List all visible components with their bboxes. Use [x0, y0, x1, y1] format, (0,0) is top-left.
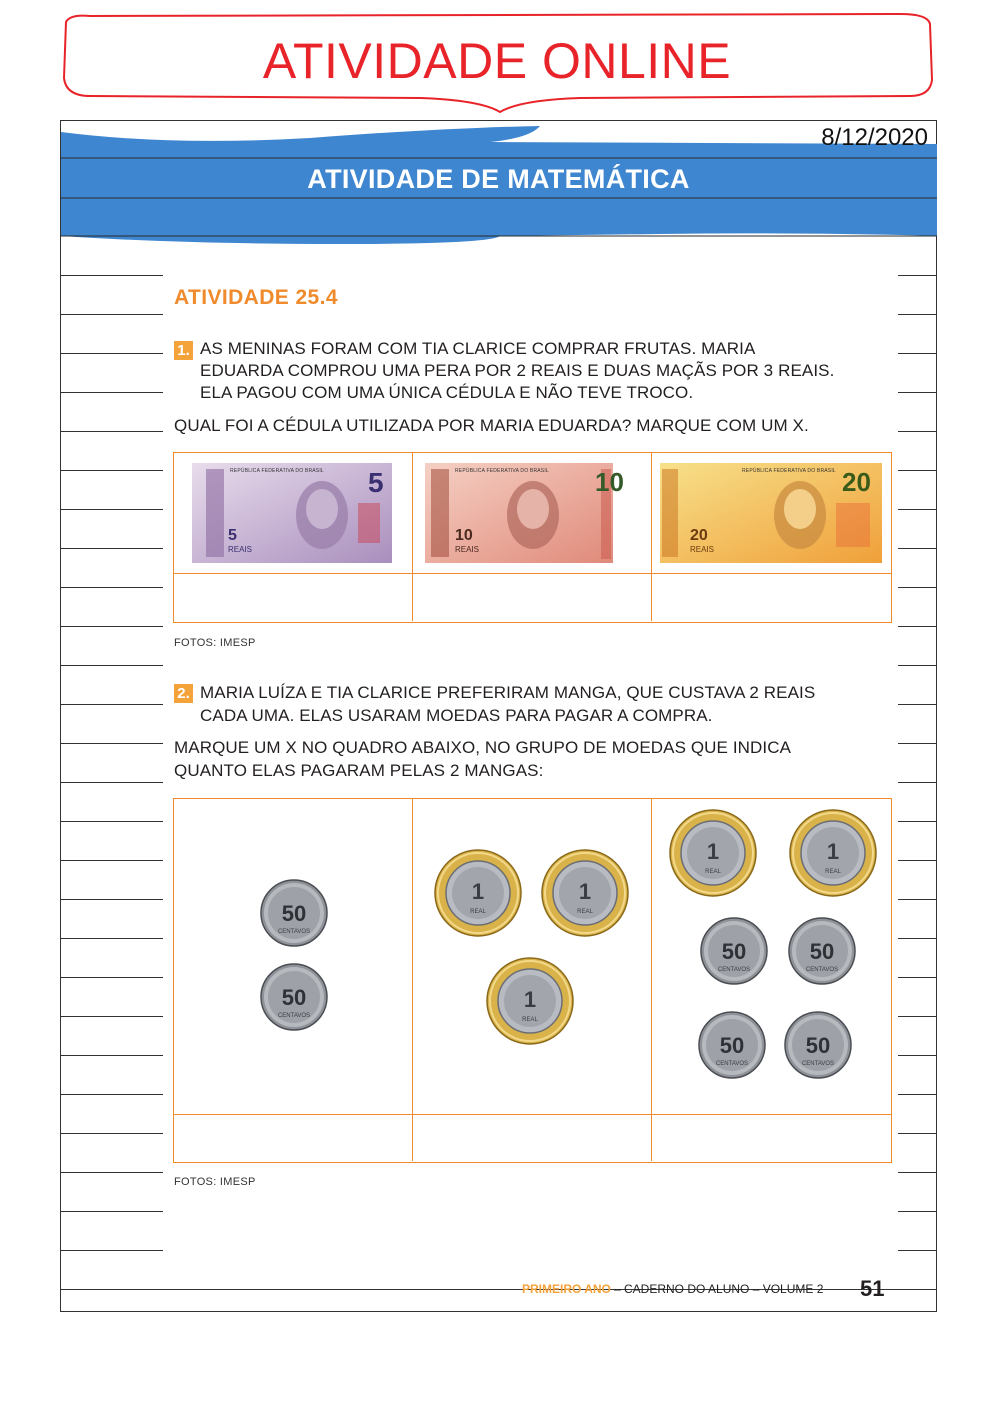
coin-unit: REAL: [577, 909, 593, 915]
coin-image: [788, 917, 856, 985]
question-2-number: 2.: [174, 684, 193, 703]
banknote-10-corner-label: REAIS: [455, 545, 480, 554]
banknote-20-value: 20: [842, 467, 871, 497]
banknote-10-value: 10: [595, 467, 624, 497]
banknote-10-corner-value: 10: [455, 527, 473, 544]
question-2-prompt-1: MARQUE UM X NO QUADRO ABAIXO, NO GRUPO DE MOEDAS QUE INDICA: [174, 738, 792, 757]
coin-unit: REAL: [522, 1017, 538, 1023]
question-1-line-3: ELA PAGOU COM UMA ÚNICA CÉDULA E NÃO TEVE TROCO.: [200, 383, 694, 402]
coin-50-centavos: [700, 917, 768, 985]
subject-title: ATIVIDADE DE MATEMÁTICA: [307, 164, 690, 194]
coin-image: [541, 849, 629, 937]
banknote-20-bank: REPÚBLICA FEDERATIVA DO BRASIL: [742, 468, 836, 474]
coin-unit: REAL: [705, 869, 721, 875]
coin-value: 50: [805, 1033, 831, 1058]
coin-value: 50: [281, 901, 307, 926]
banknote-10-bank: REPÚBLICA FEDERATIVA DO BRASIL: [455, 468, 549, 474]
coin-unit: CENTAVOS: [717, 967, 751, 973]
coin-image: [784, 1011, 852, 1079]
question-1-line-1: AS MENINAS FORAM COM TIA CLARICE COMPRAR FRUTAS. MARIA: [200, 339, 756, 358]
photo-credit-2: FOTOS: IMESP: [174, 1176, 256, 1188]
coin-image: [260, 879, 328, 947]
date-label: 8/12/2020: [821, 124, 928, 151]
banknote-row-divider: [174, 573, 891, 574]
banknote-5-corner: [228, 529, 252, 557]
answer-box-5-reais[interactable]: [174, 575, 412, 621]
coin-unit: CENTAVOS: [715, 1061, 749, 1067]
coin-value: 1: [826, 839, 840, 864]
coin-value: 1: [471, 879, 485, 904]
coin-unit: CENTAVOS: [801, 1061, 835, 1067]
question-1-line-2: EDUARDA COMPROU UMA PERA POR 2 REAIS E DUAS MAÇÃS POR 3 REAIS.: [200, 361, 835, 380]
banknote-5-corner-value: 5: [228, 527, 237, 544]
answer-box-group-1[interactable]: [174, 1116, 412, 1161]
title-banner: [60, 8, 934, 116]
coin-1-real: [486, 957, 574, 1045]
coin-value: 1: [706, 839, 720, 864]
coin-unit: CENTAVOS: [277, 1013, 311, 1019]
coin-row-divider: [174, 1114, 891, 1115]
coin-value: 1: [523, 987, 537, 1012]
coin-50-centavos: [260, 963, 328, 1031]
coin-image: [486, 957, 574, 1045]
banknote-20-corner: [690, 529, 714, 557]
coin-value: 50: [721, 939, 747, 964]
coin-image: [700, 917, 768, 985]
banknote-20-reais: [660, 463, 882, 563]
banknote-20-corner-label: REAIS: [690, 545, 715, 554]
question-2-prompt-2: QUANTO ELAS PAGARAM PELAS 2 MANGAS:: [174, 761, 544, 780]
coin-unit: CENTAVOS: [805, 967, 839, 973]
photo-credit-1: FOTOS: IMESP: [174, 637, 256, 649]
coin-value: 1: [578, 879, 592, 904]
banner-title: ATIVIDADE ONLINE: [262, 33, 732, 89]
page-number: 51: [860, 1276, 885, 1301]
banknote-5-corner-label: REAIS: [228, 545, 253, 554]
coin-value: 50: [281, 985, 307, 1010]
question-1-number: 1.: [174, 341, 193, 360]
answer-box-group-2[interactable]: [414, 1116, 652, 1161]
coin-50-centavos: [788, 917, 856, 985]
coin-image: [669, 809, 757, 897]
answer-box-group-3[interactable]: [654, 1116, 890, 1161]
coin-value: 50: [809, 939, 835, 964]
banknote-10-image: [425, 463, 613, 563]
banknote-5-reais: [192, 463, 392, 563]
banknote-20-corner-value: 20: [690, 527, 708, 544]
coin-image: [260, 963, 328, 1031]
question-2-line-1: MARIA LUÍZA E TIA CLARICE PREFERIRAM MANGA, QUE CUSTAVA 2 REAIS: [200, 683, 816, 702]
coin-1-real: [669, 809, 757, 897]
banknote-10-corner: [455, 529, 479, 557]
coin-value: 50: [719, 1033, 745, 1058]
answer-box-10-reais[interactable]: [414, 575, 652, 621]
coin-unit: REAL: [825, 869, 841, 875]
banknote-5-value: 5: [368, 467, 384, 498]
coin-unit: CENTAVOS: [277, 929, 311, 935]
banknote-5-bank: REPÚBLICA FEDERATIVA DO BRASIL: [230, 468, 324, 474]
banknote-5-image: [192, 463, 392, 563]
coin-50-centavos: [698, 1011, 766, 1079]
question-2-line-2: CADA UMA. ELAS USARAM MOEDAS PARA PAGAR A COMPRA.: [200, 706, 713, 725]
coin-image: [434, 849, 522, 937]
answer-box-20-reais[interactable]: [654, 575, 890, 621]
coin-unit: REAL: [470, 909, 486, 915]
activity-title: ATIVIDADE 25.4: [174, 286, 338, 309]
coin-image: [698, 1011, 766, 1079]
coin-1-real: [541, 849, 629, 937]
footer-grade: PRIMEIRO ANO: [522, 1282, 611, 1296]
coin-1-real: [434, 849, 522, 937]
coin-image: [789, 809, 877, 897]
coin-50-centavos: [784, 1011, 852, 1079]
coin-1-real: [789, 809, 877, 897]
coin-50-centavos: [260, 879, 328, 947]
footer-notebook: – CADERNO DO ALUNO – VOLUME 2: [614, 1282, 824, 1296]
question-1-prompt: QUAL FOI A CÉDULA UTILIZADA POR MARIA EDUARDA? MARQUE COM UM X.: [174, 416, 809, 435]
banknote-10-reais: [425, 463, 624, 563]
